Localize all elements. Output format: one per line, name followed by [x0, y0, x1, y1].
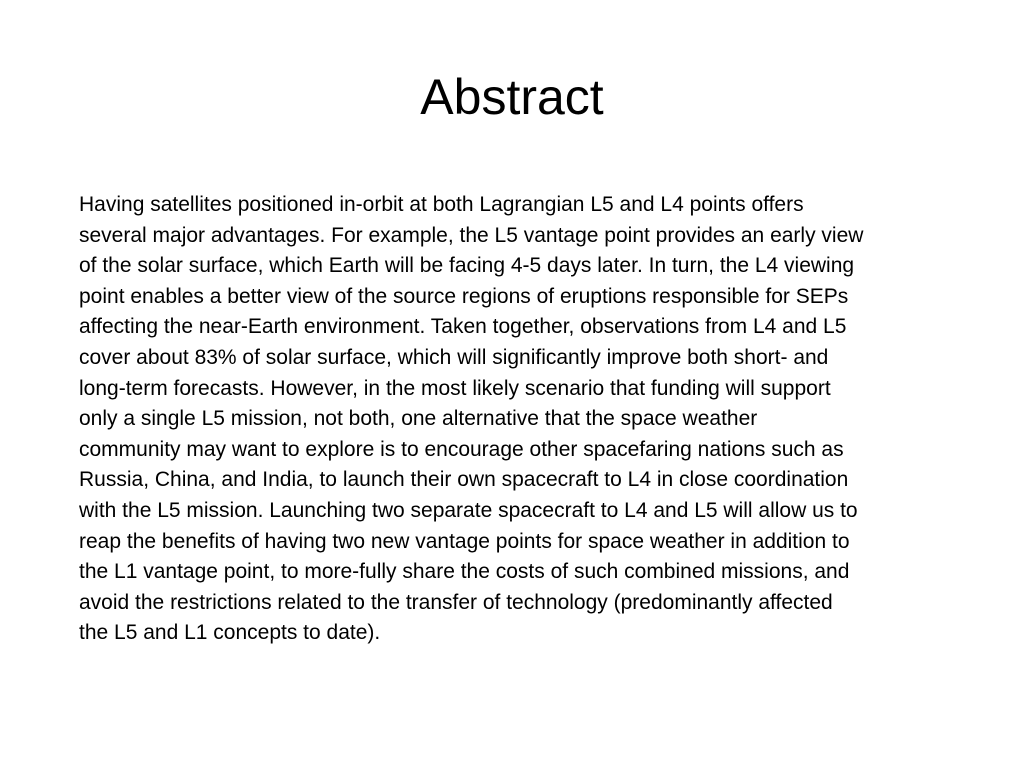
- abstract-line: the L1 vantage point, to more-fully share the costs of such combined missions, and: [79, 560, 850, 584]
- abstract-line: Russia, China, and India, to launch their own spacecraft to L4 in close coordination: [79, 468, 849, 492]
- abstract-line: only a single L5 mission, not both, one alternative that the space weather: [79, 407, 758, 431]
- abstract-line: several major advantages. For example, the L5 vantage point provides an early view: [79, 223, 864, 247]
- abstract-line: avoid the restrictions related to the transfer of technology (predominantly affected: [79, 590, 833, 614]
- abstract-line: the L5 and L1 concepts to date).: [79, 621, 381, 645]
- abstract-line: long-term forecasts. However, in the most likely scenario that funding will support: [79, 376, 831, 400]
- abstract-line: Having satellites positioned in-orbit at both Lagrangian L5 and L4 points offers: [79, 193, 804, 216]
- abstract-line: affecting the near-Earth environment. Taken together, observations from L4 and L5: [79, 315, 847, 339]
- abstract-body: [79, 190, 959, 649]
- abstract-line: cover about 83% of solar surface, which will significantly improve both short- and: [79, 345, 829, 369]
- abstract-line: reap the benefits of having two new vantage points for space weather in addition to: [79, 529, 850, 553]
- abstract-line: with the L5 mission. Launching two separate spacecraft to L4 and L5 will allow us to: [79, 498, 858, 522]
- abstract-line: point enables a better view of the source regions of eruptions responsible for SEPs: [79, 284, 849, 308]
- abstract-line: community may want to explore is to encourage other spacefaring nations such as: [79, 437, 844, 461]
- slide-title: Abstract: [420, 69, 604, 125]
- abstract-line: of the solar surface, which Earth will be facing 4-5 days later. In turn, the L4 viewing: [79, 254, 855, 278]
